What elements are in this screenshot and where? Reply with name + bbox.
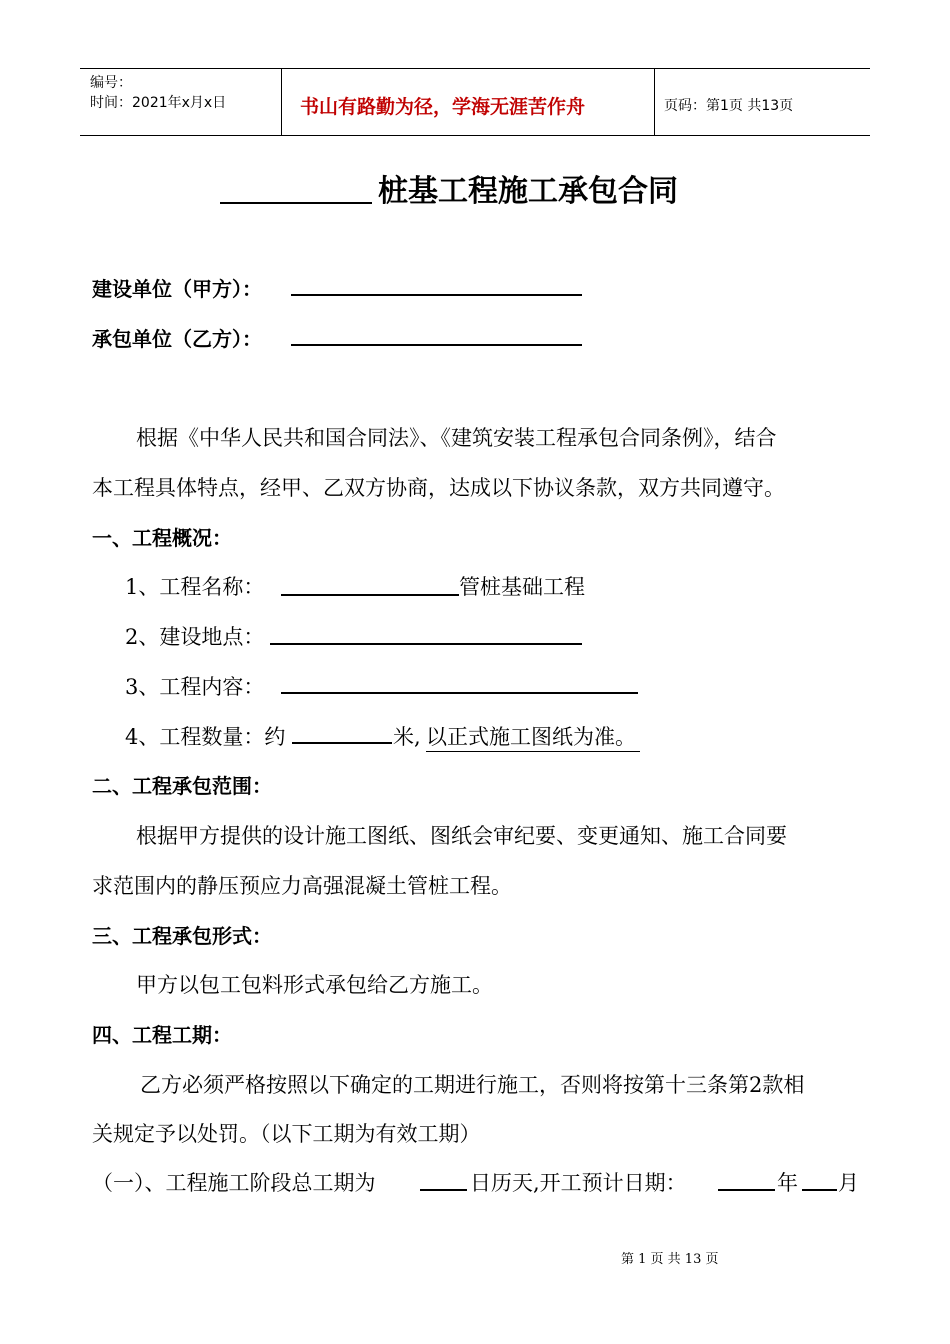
section-4-line-3a: （一）、工程施工阶段总工期为 bbox=[92, 1171, 376, 1195]
year-blank bbox=[718, 1189, 775, 1191]
footer-page-number: 第 1 页 共 13 页 bbox=[621, 1252, 719, 1267]
item-4-blank bbox=[292, 742, 392, 744]
header-motto: 书山有路勤为径，学海无涯苦作舟 bbox=[300, 96, 586, 118]
header-page-label: 页码：第1页 共13页 bbox=[664, 98, 794, 114]
intro-line-1: 根据《中华人民共和国合同法》、《建筑安装工程承包合同条例》，结合 bbox=[136, 426, 777, 450]
item-1-label: 1、工程名称： bbox=[125, 575, 265, 599]
section-2-heading: 二、工程承包范围： bbox=[92, 774, 272, 798]
section-4-line-2: 关规定予以处罚。（以下工期为有效工期） bbox=[92, 1122, 481, 1146]
section-4-line-3c: 年 bbox=[777, 1171, 798, 1195]
party-a-label: 建设单位（甲方）： bbox=[92, 277, 262, 301]
section-3-line-1: 甲方以包工包料形式承包给乙方施工。 bbox=[136, 973, 493, 997]
section-4-line-1: 乙方必须严格按照以下确定的工期进行施工，否则将按第十三条第2款相 bbox=[140, 1073, 805, 1097]
section-4-line-3b: 日历天,开工预计日期： bbox=[470, 1171, 687, 1195]
section-3-heading: 三、工程承包形式： bbox=[92, 924, 272, 948]
header-top-rule bbox=[80, 68, 870, 69]
section-2-line-2: 求范围内的静压预应力高强混凝土管桩工程。 bbox=[92, 874, 512, 898]
header-divider-left bbox=[281, 68, 282, 136]
header-number-label: 编号： bbox=[90, 75, 132, 91]
party-b-label: 承包单位（乙方）： bbox=[92, 327, 262, 351]
duration-blank bbox=[420, 1189, 467, 1191]
section-4-line-3d: 月 bbox=[838, 1171, 859, 1195]
header-bottom-rule bbox=[80, 135, 870, 136]
item-3-blank bbox=[281, 692, 638, 694]
item-4-unit: 米, bbox=[393, 725, 421, 749]
party-b-blank bbox=[291, 344, 582, 346]
section-4-heading: 四、工程工期： bbox=[92, 1023, 232, 1047]
section-2-line-1: 根据甲方提供的设计施工图纸、图纸会审纪要、变更通知、施工合同要 bbox=[136, 824, 787, 848]
title-blank bbox=[220, 202, 372, 204]
item-1-blank bbox=[281, 594, 459, 596]
header-time-label: 时间：2021年x月x日 bbox=[90, 95, 227, 111]
header-divider-right bbox=[654, 68, 655, 136]
item-2-label: 2、建设地点： bbox=[125, 625, 265, 649]
party-a-blank bbox=[291, 294, 582, 296]
item-2-blank bbox=[270, 643, 582, 645]
item-4-note: 以正式施工图纸为准。 bbox=[426, 721, 640, 752]
intro-line-2: 本工程具体特点，经甲、乙双方协商，达成以下协议条款，双方共同遵守。 bbox=[92, 476, 785, 500]
month-blank bbox=[802, 1189, 837, 1191]
item-3-label: 3、工程内容： bbox=[125, 675, 265, 699]
item-4-label: 4、工程数量：约 bbox=[125, 725, 286, 749]
item-1-value: 管桩基础工程 bbox=[459, 575, 585, 599]
section-1-heading: 一、工程概况： bbox=[92, 526, 232, 550]
page-title: 桩基工程施工承包合同 bbox=[378, 174, 678, 209]
